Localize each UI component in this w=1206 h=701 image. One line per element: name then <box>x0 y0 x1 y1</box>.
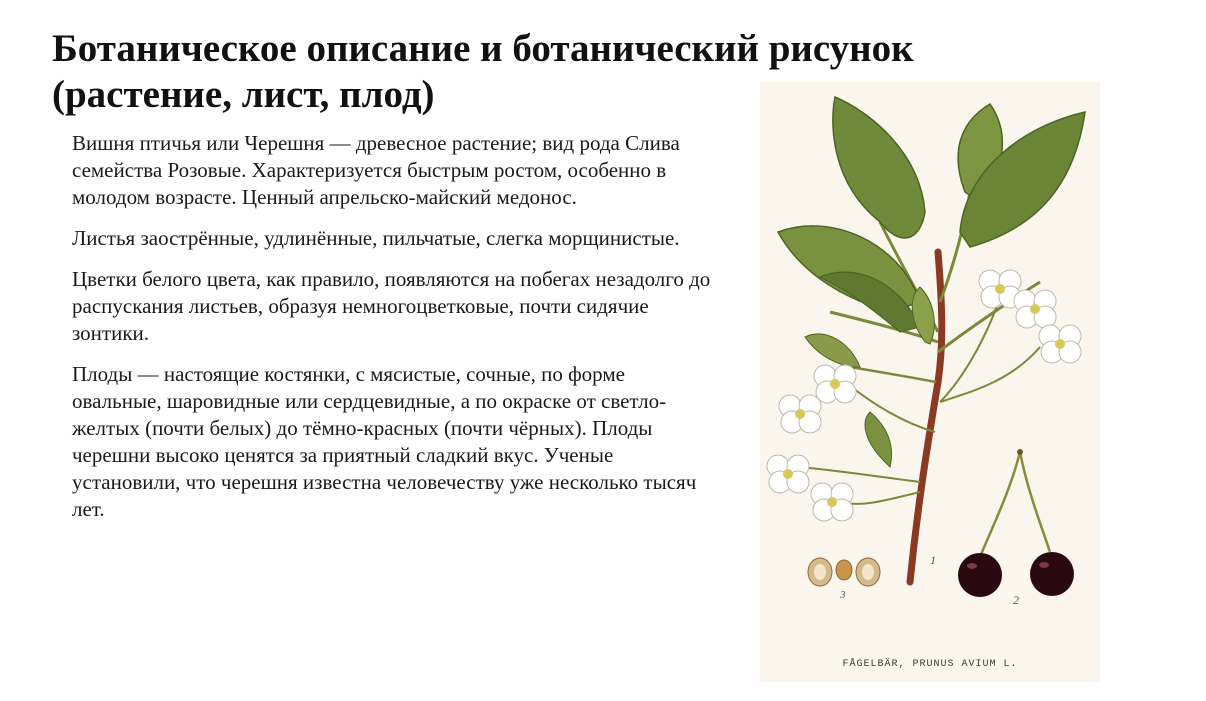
cherry-fruit-icon <box>958 553 1002 597</box>
illustration-caption: FÅGELBÄR, PRUNUS AVIUM L. <box>842 659 1018 670</box>
paragraph-flowers: Цветки белого цвета, как правило, появляются на побегах незадолго до распускания листьев, образуя немногоцветковые, почти сидячие зонтики. <box>72 267 711 345</box>
cherry-stone-icon <box>856 558 880 586</box>
description-text <box>72 130 712 537</box>
flower-icon <box>1039 325 1081 363</box>
flower-icon <box>779 395 821 433</box>
leaf-icon <box>805 334 860 367</box>
figure-number-1: 1 <box>930 553 936 567</box>
flower-icon <box>811 483 853 521</box>
flower-icon <box>767 455 809 493</box>
figure-number-3: 3 <box>840 589 846 601</box>
paragraph-fruits: Плоды — настоящие костянки, с мясистые, сочные, по форме овальные, шаровидные или сердцевидные, а по окраске от светло-желтых (почти белых) до тёмно-красных (почти чёрных). Плоды черешни высоко ценятся за приятный сладкий вкус. Ученые установили, что черешня известна человечеству уже несколько тысяч лет. <box>72 362 697 521</box>
paragraph-leaves: Листья заострённые, удлинённые, пильчатые, слегка морщинистые. <box>72 226 680 250</box>
cherry-stone-icon <box>808 558 832 586</box>
flower-icon <box>1014 290 1056 328</box>
botanical-illustration <box>760 82 1100 682</box>
cherry-drawing <box>760 82 1100 682</box>
figure-number-2: 2 <box>1013 593 1019 607</box>
leaf-icon <box>833 97 925 238</box>
cherry-fruit-icon <box>1030 552 1074 596</box>
paragraph-general: Вишня птичья или Черешня — древесное растение; вид рода Слива семейства Розовые. Характеризуется быстрым ростом, особенно в молодом возрасте. Ценный апрельско-майский медонос. <box>72 131 680 209</box>
slide-title: Ботаническое описание и ботанический рисунок (растение, лист, плод) <box>52 27 914 116</box>
cherry-stone-icon <box>836 560 852 580</box>
flower-icon <box>814 365 856 403</box>
